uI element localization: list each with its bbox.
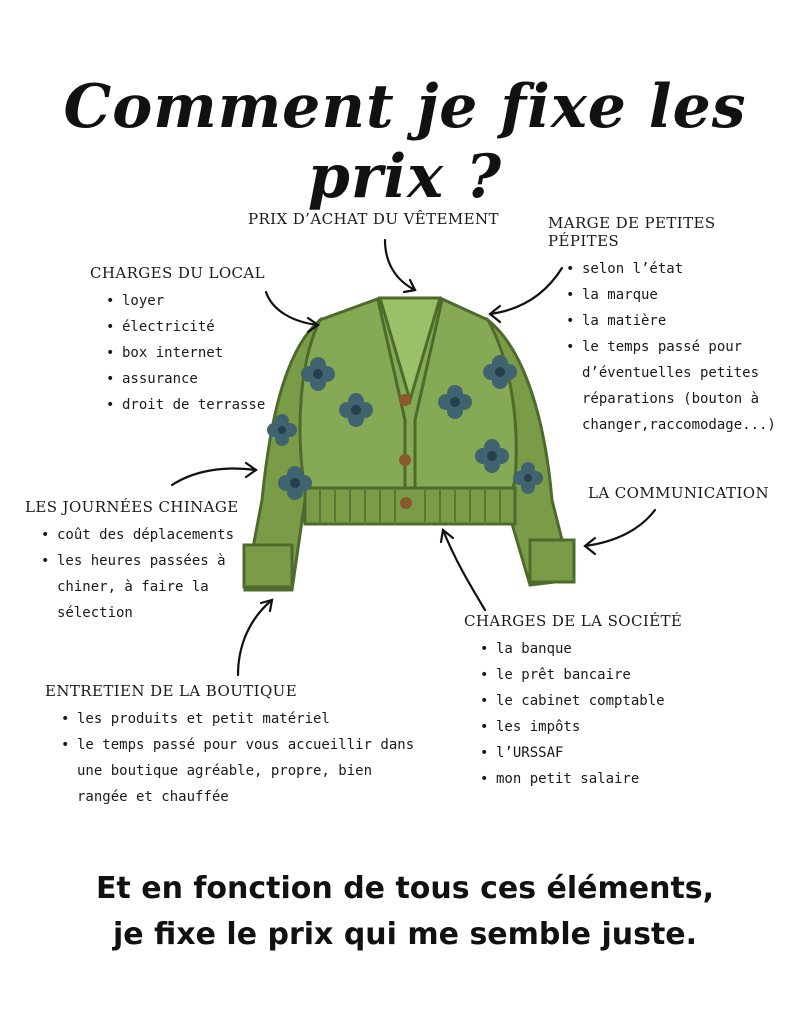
list-item: • le temps passé pour vous accueillir dans une boutique agréable, propre, bien rangée et chauffée (61, 732, 415, 810)
list-item: • les heures passées à chiner, à faire la sélection (41, 548, 250, 626)
arrow-prix-achat-icon (385, 240, 415, 292)
list-item: • assurance (106, 366, 290, 392)
footer-text (0, 866, 810, 958)
list-item: • la banque (480, 636, 714, 662)
list-item: • les impôts (480, 714, 714, 740)
arrow-chinage-icon (172, 463, 256, 485)
section-prix-achat (248, 210, 499, 234)
arrow-charges-societe-icon (441, 530, 485, 610)
section-title: PRIX D’ACHAT DU VÊTEMENT (248, 210, 499, 228)
footer-line-1: Et en fonction de tous ces éléments, (95, 871, 715, 906)
cardigan (244, 298, 574, 590)
list-item: • la matière (566, 308, 788, 334)
section-title: LES JOURNÉES CHINAGE (25, 498, 239, 516)
section-title: CHARGES DE LA SOCIÉTÉ (464, 612, 683, 630)
footer-line-2: je fixe le prix qui me semble juste. (112, 917, 698, 952)
list-item: • le temps passé pour d’éventuelles petites réparations (bouton à changer,raccomodage...) (566, 334, 788, 438)
list-item: • coût des déplacements (41, 522, 250, 548)
list-item: • loyer (106, 288, 290, 314)
list-item: • droit de terrasse (106, 392, 290, 418)
section-title: LA COMMUNICATION (588, 484, 769, 502)
list-item: • électricité (106, 314, 290, 340)
section-charges-local (90, 264, 290, 418)
list-item: • box internet (106, 340, 290, 366)
page-title: Comment je fixe les prix ? (63, 72, 747, 212)
list-item: • selon l’état (566, 256, 788, 282)
list-item: • les produits et petit matériel (61, 706, 415, 732)
list-item: • la marque (566, 282, 788, 308)
section-title: ENTRETIEN DE LA BOUTIQUE (45, 682, 298, 700)
section-entretien (45, 682, 415, 810)
section-charges-societe (464, 612, 714, 792)
arrow-communication-icon (585, 510, 655, 554)
list-item: • l’URSSAF (480, 740, 714, 766)
section-title: MARGE DE PETITES PÉPITES (548, 214, 716, 250)
list-item: • mon petit salaire (480, 766, 714, 792)
section-marge (548, 214, 788, 438)
section-journees-chinage (25, 498, 250, 626)
section-title: CHARGES DU LOCAL (90, 264, 266, 282)
list-item: • le cabinet comptable (480, 688, 714, 714)
list-item: • le prêt bancaire (480, 662, 714, 688)
section-communication (588, 484, 769, 508)
